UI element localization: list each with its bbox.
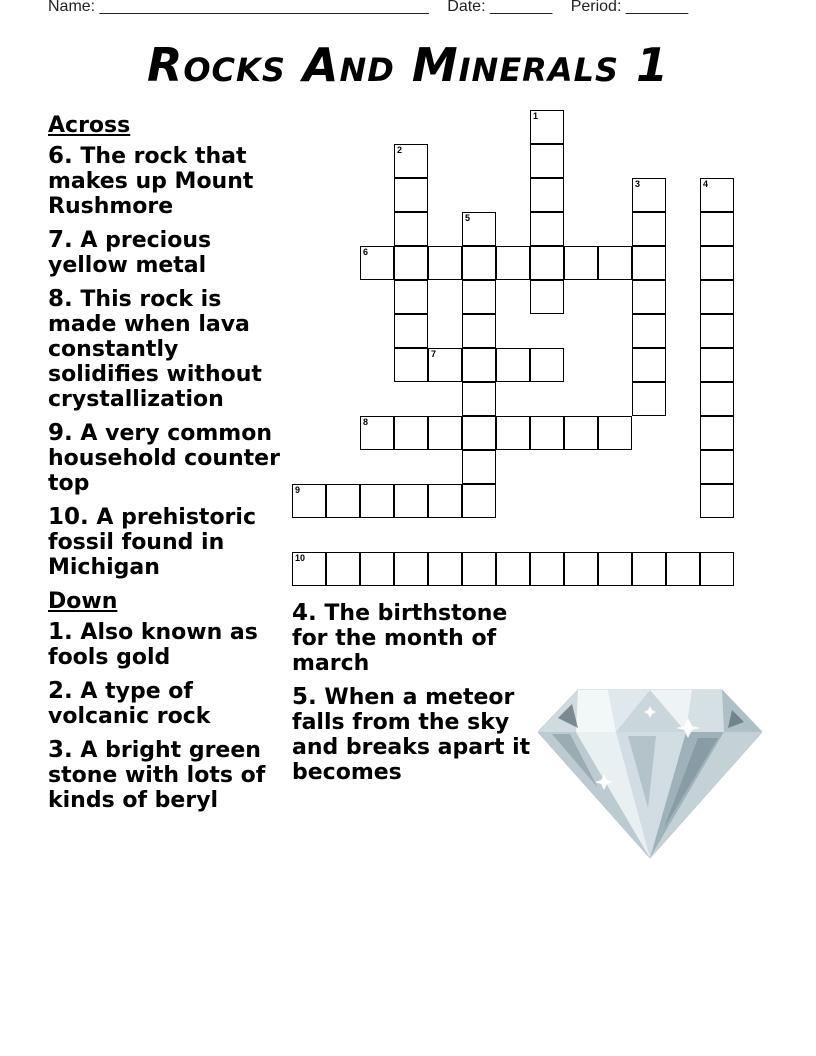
crossword-cell[interactable] xyxy=(530,110,564,144)
crossword-cell[interactable] xyxy=(394,484,428,518)
clue-number: 1. xyxy=(48,619,73,645)
crossword-cell[interactable] xyxy=(360,552,394,586)
crossword-cell[interactable] xyxy=(292,552,326,586)
crossword-cell[interactable] xyxy=(394,416,428,450)
crossword-cell[interactable] xyxy=(360,484,394,518)
clues-right-column xyxy=(292,601,532,794)
crossword-cell[interactable] xyxy=(530,280,564,314)
crossword-cell[interactable] xyxy=(428,484,462,518)
crossword-cell[interactable] xyxy=(700,552,734,586)
crossword-cell[interactable] xyxy=(632,280,666,314)
crossword-cell[interactable] xyxy=(394,280,428,314)
clue-text: A prehistoric fossil found in Michigan xyxy=(48,505,256,580)
clue-across-6 xyxy=(48,144,288,219)
crossword-cell[interactable] xyxy=(598,552,632,586)
crossword-cell[interactable] xyxy=(598,416,632,450)
clue-text: The rock that makes up Mount Rushmore xyxy=(48,144,254,219)
clue-across-8 xyxy=(48,287,288,412)
crossword-cell[interactable] xyxy=(360,246,394,280)
student-info-header xyxy=(48,0,702,16)
clue-number: 3. xyxy=(48,737,73,763)
name-field[interactable]: Name: _____________________________________ xyxy=(48,0,429,15)
crossword-cell[interactable] xyxy=(428,246,462,280)
clue-text: When a meteor falls from the sky and breaks apart it becomes xyxy=(292,685,531,785)
crossword-cell[interactable] xyxy=(530,552,564,586)
crossword-cell[interactable] xyxy=(462,484,496,518)
crossword-cell[interactable] xyxy=(598,246,632,280)
crossword-cell[interactable] xyxy=(496,552,530,586)
crossword-cell[interactable] xyxy=(462,382,496,416)
crossword-cell[interactable] xyxy=(394,144,428,178)
clue-down-3 xyxy=(48,738,288,813)
crossword-cell[interactable] xyxy=(564,416,598,450)
crossword-cell[interactable] xyxy=(530,178,564,212)
cell-number: 3 xyxy=(635,179,641,189)
crossword-cell[interactable] xyxy=(530,416,564,450)
crossword-cell[interactable] xyxy=(462,212,496,246)
crossword-cell[interactable] xyxy=(394,348,428,382)
clue-number: 7. xyxy=(48,227,73,253)
clue-text: A precious yellow metal xyxy=(48,228,212,278)
clue-down-2 xyxy=(48,679,288,729)
crossword-cell[interactable] xyxy=(428,416,462,450)
crossword-cell[interactable] xyxy=(632,212,666,246)
crossword-cell[interactable] xyxy=(496,348,530,382)
clue-number: 8. xyxy=(48,286,73,312)
crossword-cell[interactable] xyxy=(700,348,734,382)
cell-number: 4 xyxy=(703,179,709,189)
cell-number: 8 xyxy=(363,417,369,427)
crossword-cell[interactable] xyxy=(632,314,666,348)
clue-across-10 xyxy=(48,505,288,580)
crossword-cell[interactable] xyxy=(700,382,734,416)
crossword-cell[interactable] xyxy=(462,416,496,450)
crossword-cell[interactable] xyxy=(394,314,428,348)
crossword-cell[interactable] xyxy=(394,178,428,212)
clue-text: Also known as fools gold xyxy=(48,620,258,670)
crossword-cell[interactable] xyxy=(632,246,666,280)
crossword-cell[interactable] xyxy=(462,280,496,314)
date-field[interactable]: Date: _______ xyxy=(447,0,553,15)
clue-number: 6. xyxy=(48,143,73,169)
cell-number: 1 xyxy=(533,111,539,121)
diamond-icon xyxy=(538,688,762,860)
crossword-cell[interactable] xyxy=(326,552,360,586)
crossword-cell[interactable] xyxy=(632,178,666,212)
clue-down-5 xyxy=(292,685,532,785)
clue-text: This rock is made when lava constantly solidifies without crystallization xyxy=(48,287,262,412)
crossword-cell[interactable] xyxy=(632,552,666,586)
page-title: Rocks And Minerals 1 xyxy=(146,38,670,92)
cell-number: 2 xyxy=(397,145,403,155)
crossword-cell[interactable] xyxy=(326,484,360,518)
crossword-cell[interactable] xyxy=(462,314,496,348)
crossword-cell[interactable] xyxy=(666,552,700,586)
crossword-cell[interactable] xyxy=(292,484,326,518)
crossword-cell[interactable] xyxy=(700,178,734,212)
crossword-cell[interactable] xyxy=(462,246,496,280)
down-heading: Down xyxy=(48,589,118,614)
clue-text: A type of volcanic rock xyxy=(48,679,211,729)
crossword-cell[interactable] xyxy=(394,212,428,246)
clue-text: A very common household counter top xyxy=(48,421,280,496)
clue-across-7 xyxy=(48,228,288,278)
clue-down-4 xyxy=(292,601,532,676)
crossword-cell[interactable] xyxy=(700,280,734,314)
crossword-cell[interactable] xyxy=(530,212,564,246)
crossword-cell[interactable] xyxy=(564,552,598,586)
crossword-cell[interactable] xyxy=(462,348,496,382)
crossword-cell[interactable] xyxy=(632,382,666,416)
cell-number: 5 xyxy=(465,213,471,223)
cell-number: 6 xyxy=(363,247,369,257)
crossword-cell[interactable] xyxy=(700,246,734,280)
crossword-cell[interactable] xyxy=(428,348,462,382)
cell-number: 7 xyxy=(431,349,437,359)
crossword-cell[interactable] xyxy=(360,416,394,450)
crossword-cell[interactable] xyxy=(530,144,564,178)
crossword-cell[interactable] xyxy=(700,314,734,348)
clue-number: 5. xyxy=(292,684,317,710)
clue-number: 4. xyxy=(292,600,317,626)
crossword-cell[interactable] xyxy=(462,552,496,586)
clue-across-9 xyxy=(48,421,288,496)
crossword-cell[interactable] xyxy=(394,246,428,280)
clue-text: The birthstone for the month of march xyxy=(292,601,508,676)
crossword-cell[interactable] xyxy=(496,416,530,450)
crossword-cell[interactable] xyxy=(564,246,598,280)
clue-down-1 xyxy=(48,620,288,670)
crossword-cell[interactable] xyxy=(428,552,462,586)
cell-number: 10 xyxy=(295,553,306,563)
cell-number: 9 xyxy=(295,485,301,495)
crossword-cell[interactable] xyxy=(530,348,564,382)
across-heading: Across xyxy=(48,113,131,138)
clue-number: 2. xyxy=(48,678,73,704)
clue-number: 10. xyxy=(48,504,89,530)
crossword-cell[interactable] xyxy=(700,212,734,246)
clues-left-column xyxy=(48,113,288,822)
crossword-cell[interactable] xyxy=(700,450,734,484)
crossword-cell[interactable] xyxy=(700,484,734,518)
period-field[interactable]: Period: _______ xyxy=(570,0,689,15)
crossword-cell[interactable] xyxy=(462,450,496,484)
crossword-cell[interactable] xyxy=(394,552,428,586)
crossword-cell[interactable] xyxy=(530,246,564,280)
crossword-cell[interactable] xyxy=(700,416,734,450)
clue-text: A bright green stone with lots of kinds of beryl xyxy=(48,738,266,813)
crossword-cell[interactable] xyxy=(496,246,530,280)
clue-number: 9. xyxy=(48,420,73,446)
crossword-cell[interactable] xyxy=(632,348,666,382)
